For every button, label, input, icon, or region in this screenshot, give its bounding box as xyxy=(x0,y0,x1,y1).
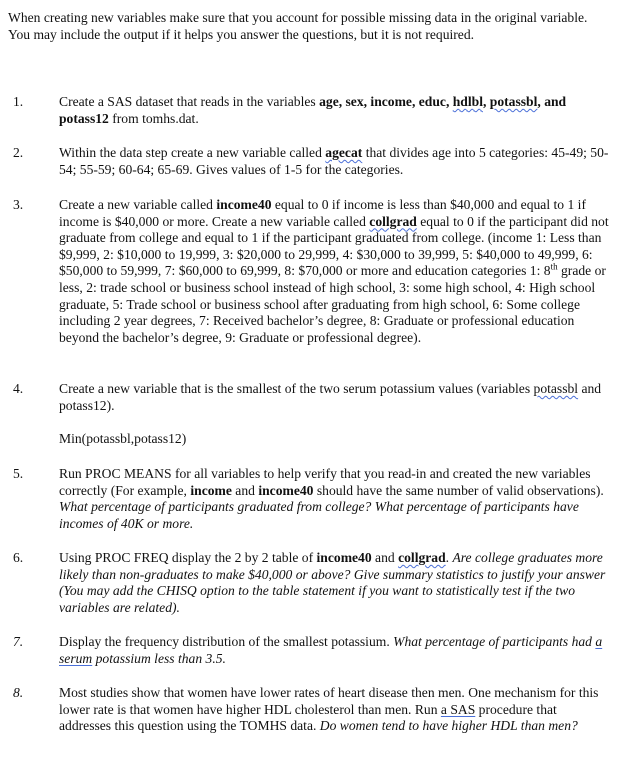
spellcheck-word: agecat xyxy=(325,145,363,160)
spellcheck-word: collgrad xyxy=(369,213,417,229)
spellcheck-word: collgrad xyxy=(398,550,446,565)
item-number: 3. xyxy=(13,197,24,212)
item-number: 1. xyxy=(13,94,24,109)
spellcheck-word: potassbl xyxy=(489,94,538,109)
question-text: What percentage of participants had a serum potassium less than 3.5. xyxy=(59,634,603,666)
grammar-marked-phrase: a SAS xyxy=(440,701,476,717)
item-number: 2. xyxy=(13,145,24,160)
spellcheck-word: potassbl xyxy=(533,381,579,396)
item-text: Run PROC MEANS for all variables to help verify that you read-in and created the new variables correctly (For example, income and income40 should have the same number of valid observations). What percentage of participants graduated from college? What percentage of participants have incomes of 40K or more. xyxy=(59,466,604,531)
item-text: Most studies show that women have lower rates of heart disease then men. One mechanism for this lower rate is that women have higher HDL cholesterol than men. Run a SAS procedure that addresses this question using the TOMHS data. Do women tend to have higher HDL than men? xyxy=(59,685,599,734)
item-number: 6. xyxy=(13,550,24,565)
item-text: Create a SAS dataset that reads in the variables age, sex, income, educ, hdlbl, potassbl, and potass12 from tomhs.dat. xyxy=(59,94,567,126)
item-number: 4. xyxy=(13,381,24,396)
item-text: Display the frequency distribution of the smallest potassium. What percentage of participants had a serum potassium less than 3.5. xyxy=(59,634,603,666)
intro-paragraph: When creating new variables make sure that you account for possible missing data in the original variable. You may include the output if it helps you answer the questions, but it is not required. xyxy=(8,10,588,42)
grammar-marked-phrase: a serum xyxy=(59,634,603,666)
item-text: Create a new variable called income40 equal to 0 if income is less than $40,000 and equal to 1 if income is $40,000 or more. Create a new variable called collgrad equal to 0 if the participant did not graduate from college and equal to 1 if the participant graduated from college. (income 1: Less than $9,999, 2: $10,000 to 19,999, 3: $20,000 to 29,999, 4: $30,000 to 39,999, 5: $40,000 to 49,999, 6: $50,000 to 59,999, 7: $60,000 to 69,999, 8: $70,000 or more and education categories 1: 8th grade or less, 2: trade school or business school instead of high school, 3: some high school, 4: High school graduate, 5: Trade school or business school after graduating from high school, 6: Some college including 2 year degrees, 7: Received bachelor’s degree, 8: Graduate or professional education beyond the bachelor’s degree, 9: Graduate or professional degree). xyxy=(59,197,609,345)
question-text: Do women tend to have higher HDL than men? xyxy=(319,718,578,734)
question-text: Are college graduates more likely than non-graduates to make $40,000 or above? Give summary statistics to justify your answer (You may add the CHISQ option to the table statement if you want to statistically test if the two variables are related). xyxy=(59,550,606,615)
question-text: What percentage of participants graduated from college? What percentage of participants have incomes of 40K or more. xyxy=(59,499,579,531)
spellcheck-word: hdlbl xyxy=(452,94,483,109)
item-text: Using PROC FREQ display the 2 by 2 table of income40 and collgrad. Are college graduates more likely than non-graduates to make $40,000 or above? Give summary statistics to justify your answer (You may add the CHISQ option to the table statement if you want to statistically test if the two variables are related). xyxy=(59,550,606,615)
item-text: Within the data step create a new variable called agecat that divides age into 5 categories: 45-49; 50-54; 55-59; 60-64; 65-69. Gives values of 1-5 for the categories. xyxy=(59,145,609,177)
item-number: 7. xyxy=(13,634,24,649)
item-text: Create a new variable that is the smallest of the two serum potassium values (variables potassbl and potass12). xyxy=(59,381,602,413)
item-number: 5. xyxy=(13,466,24,481)
formula-line: Min(potassbl,potass12) xyxy=(59,431,187,446)
item-number: 8. xyxy=(13,685,24,700)
